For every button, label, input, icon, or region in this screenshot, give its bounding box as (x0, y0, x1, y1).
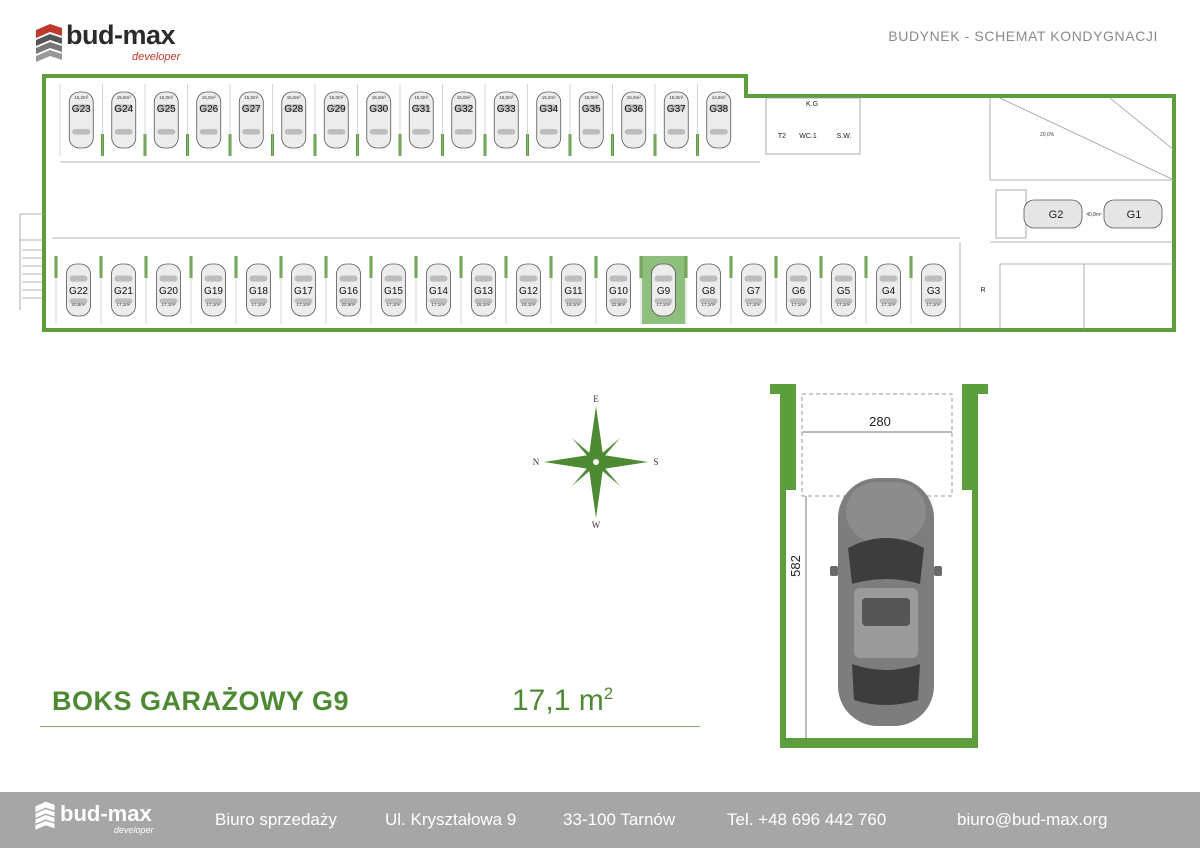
box-label: G34 (539, 104, 559, 115)
garage-box-g6[interactable] (775, 256, 811, 324)
box-area-label: 14,8m² (711, 95, 726, 100)
room-wc1: WC.1 (799, 133, 817, 140)
footer (0, 792, 1200, 848)
top-row-boxes (60, 84, 731, 156)
box-label: G33 (496, 104, 516, 115)
box-area-label: 17,1m² (161, 302, 176, 307)
room-r: R (980, 287, 986, 294)
garage-box-g25[interactable] (144, 84, 179, 156)
box-area-label: 15,0m² (584, 95, 599, 100)
area-value: 17,1 m (512, 684, 604, 717)
selected-box-area (512, 684, 613, 718)
box-area-label: 15,0m² (456, 95, 471, 100)
title-underline (40, 726, 700, 727)
box-label: G35 (581, 104, 601, 115)
garage-box-g21[interactable] (100, 256, 136, 324)
car-top-view-icon (830, 478, 942, 726)
box-label-g1: G1 (1126, 209, 1142, 221)
box-label: G32 (454, 104, 474, 115)
box-area-label: 15,0m² (626, 95, 641, 100)
car-icon (112, 92, 136, 148)
box-label: G22 (69, 286, 88, 297)
car-icon (707, 92, 731, 148)
page-title: BUDYNEK - SCHEMAT KONDYGNACJI (888, 28, 1158, 44)
car-icon (494, 92, 518, 148)
box-area-label: 17,1m² (116, 302, 131, 307)
box-label: G15 (384, 286, 403, 297)
compass-rose (533, 394, 659, 530)
brand-name: bud-max (66, 20, 176, 50)
box-label: G17 (294, 286, 313, 297)
garage-box-g4[interactable] (865, 256, 901, 324)
car-icon (664, 92, 688, 148)
area-unit-superscript: 2 (603, 684, 614, 703)
room-kg: K.G (805, 101, 819, 108)
garage-box-g34[interactable] (526, 84, 561, 156)
garage-box-g37[interactable] (654, 84, 689, 156)
garage-box-g10[interactable] (595, 256, 631, 324)
box-label-g2: G2 (1048, 209, 1064, 221)
footer-office: Biuro sprzedaży (215, 810, 337, 829)
box-area-label: 17,1m² (836, 302, 851, 307)
garage-box-g18[interactable] (235, 256, 271, 324)
box-label: G13 (474, 286, 493, 297)
car-icon (409, 92, 433, 148)
box-label: G8 (701, 286, 716, 297)
garage-box-g36[interactable] (611, 84, 646, 156)
car-icon (239, 92, 263, 148)
right-block (778, 101, 1162, 294)
garage-box-g14[interactable] (415, 256, 451, 324)
brand-subtitle: developer (132, 51, 181, 63)
car-icon (69, 92, 93, 148)
garage-box-g15[interactable] (370, 256, 406, 324)
car-icon (622, 92, 646, 148)
compass-e: E (593, 394, 599, 404)
garage-box-g12[interactable] (505, 256, 541, 324)
box-area-label: 17,1m² (251, 302, 266, 307)
box-area-label: 15,0m² (286, 95, 301, 100)
box-area-label: 15,0m² (669, 95, 684, 100)
bottom-row-boxes (55, 256, 946, 324)
footer-phone[interactable]: Tel. +48 696 442 760 (727, 810, 887, 829)
garage-box-g24[interactable] (101, 84, 136, 156)
footer-brand: bud-max (60, 801, 152, 826)
garage-box-g29[interactable] (314, 84, 349, 156)
box-area-label: 17,1m² (386, 302, 401, 307)
box-label: G14 (429, 286, 448, 297)
box-area-label: 15,0m² (371, 95, 386, 100)
compass-w: W (591, 520, 601, 530)
car-icon (197, 92, 221, 148)
compass-n: N (532, 457, 540, 467)
box-area-label: 15,0m² (414, 95, 429, 100)
selected-box-title: BOKS GARAŻOWY G9 (52, 686, 350, 716)
box-label: G7 (746, 286, 761, 297)
garage-box-g32[interactable] (441, 84, 476, 156)
garage-box-g31[interactable] (399, 84, 434, 156)
car-icon (282, 92, 306, 148)
garage-box-g28[interactable] (271, 84, 306, 156)
room-t2: T2 (777, 133, 787, 140)
garage-box-g20[interactable] (145, 256, 181, 324)
footer-logo (34, 800, 174, 840)
box-label: G4 (881, 286, 896, 297)
box-label: G20 (159, 286, 178, 297)
box-area-label: 17,1m² (746, 302, 761, 307)
box-area-label: 17,1m² (926, 302, 941, 307)
box-label: G3 (926, 286, 941, 297)
garage-box-g22[interactable] (55, 256, 91, 324)
box-area-label: 17,1m² (431, 302, 446, 307)
box-area-label: 15,0m² (159, 95, 174, 100)
garage-box-g27[interactable] (229, 84, 264, 156)
box-label: G19 (204, 286, 223, 297)
box-area-label: 17,1m² (791, 302, 806, 307)
compass-s: S (653, 457, 659, 467)
box-label: G12 (519, 286, 538, 297)
stairs (22, 250, 42, 298)
box-label: G10 (609, 286, 628, 297)
garage-box-g11[interactable] (550, 256, 586, 324)
box-label: G30 (369, 104, 389, 115)
box-area-label: 15,0m² (541, 95, 556, 100)
garage-box-g16[interactable] (325, 256, 361, 324)
box-area-label: 16,2m² (74, 95, 89, 100)
box-label: G21 (114, 286, 133, 297)
garage-box-g26[interactable] (186, 84, 221, 156)
car-icon (537, 92, 561, 148)
box-label: G5 (836, 286, 851, 297)
car-icon (367, 92, 391, 148)
box-label: G26 (199, 104, 219, 115)
box-area-label: 15,0m² (499, 95, 514, 100)
box-label: G18 (249, 286, 268, 297)
detail-width-dimension: 280 (869, 414, 891, 429)
box-label: G31 (411, 104, 431, 115)
box-area-label: 15,0m² (116, 95, 131, 100)
box-area-label: 22,9m² (341, 302, 356, 307)
box-label: G6 (791, 286, 806, 297)
box-area-label: 17,1m² (206, 302, 221, 307)
box-label: G9 (656, 286, 671, 297)
garage-detail (770, 384, 988, 748)
ramp-slope: 20,0% (1040, 132, 1055, 138)
box-label: G25 (156, 104, 176, 115)
garage-box-g35[interactable] (569, 84, 604, 156)
footer-email[interactable]: biuro@bud-max.org (957, 810, 1108, 829)
box-area-label: 15,0m² (244, 95, 259, 100)
garage-box-g38[interactable] (696, 84, 731, 156)
box-label: G27 (241, 104, 261, 115)
garage-box-g23[interactable] (60, 84, 93, 156)
box-label: G38 (709, 104, 729, 115)
box-area-g1-g2: 40,8m² (1086, 212, 1102, 218)
box-area-label: 19,1m² (521, 302, 536, 307)
box-area-label: 19,1m² (566, 302, 581, 307)
box-area-label: 17,1m² (701, 302, 716, 307)
room-sw: S.W. (836, 133, 852, 140)
garage-box-g7[interactable] (730, 256, 766, 324)
box-label: G23 (71, 104, 91, 115)
box-area-label: 18,1m² (476, 302, 491, 307)
box-label: G37 (666, 104, 686, 115)
box-label: G24 (114, 104, 134, 115)
box-area-label: 15,0m² (201, 95, 216, 100)
box-area-label: 17,1m² (881, 302, 896, 307)
box-label: G11 (564, 286, 583, 297)
box-area-label: 22,9m² (611, 302, 626, 307)
garage-box-g8[interactable] (685, 256, 721, 324)
box-area-label: 17,1m² (296, 302, 311, 307)
car-icon (154, 92, 178, 148)
footer-street: Ul. Kryształowa 9 (385, 810, 517, 829)
garage-box-g19[interactable] (190, 256, 226, 324)
garage-box-g3[interactable] (910, 256, 946, 324)
garage-box-g13[interactable] (460, 256, 496, 324)
car-icon (324, 92, 348, 148)
garage-box-g33[interactable] (484, 84, 519, 156)
garage-box-g9[interactable] (640, 256, 686, 324)
box-label: G28 (284, 104, 304, 115)
car-icon (579, 92, 603, 148)
box-label: G36 (624, 104, 644, 115)
box-label: G16 (339, 286, 358, 297)
garage-box-g5[interactable] (820, 256, 856, 324)
box-area-label: 17,1m² (656, 302, 671, 307)
car-icon (452, 92, 476, 148)
box-area-label: 15,0m² (329, 95, 344, 100)
garage-box-g17[interactable] (280, 256, 316, 324)
footer-city: 33-100 Tarnów (563, 810, 676, 829)
detail-depth-dimension: 582 (788, 555, 803, 577)
footer-brand-subtitle: developer (114, 825, 154, 835)
garage-box-g30[interactable] (356, 84, 391, 156)
box-area-label: 20,8m² (71, 302, 86, 307)
building-logo-icon (34, 800, 56, 830)
box-label: G29 (326, 104, 346, 115)
